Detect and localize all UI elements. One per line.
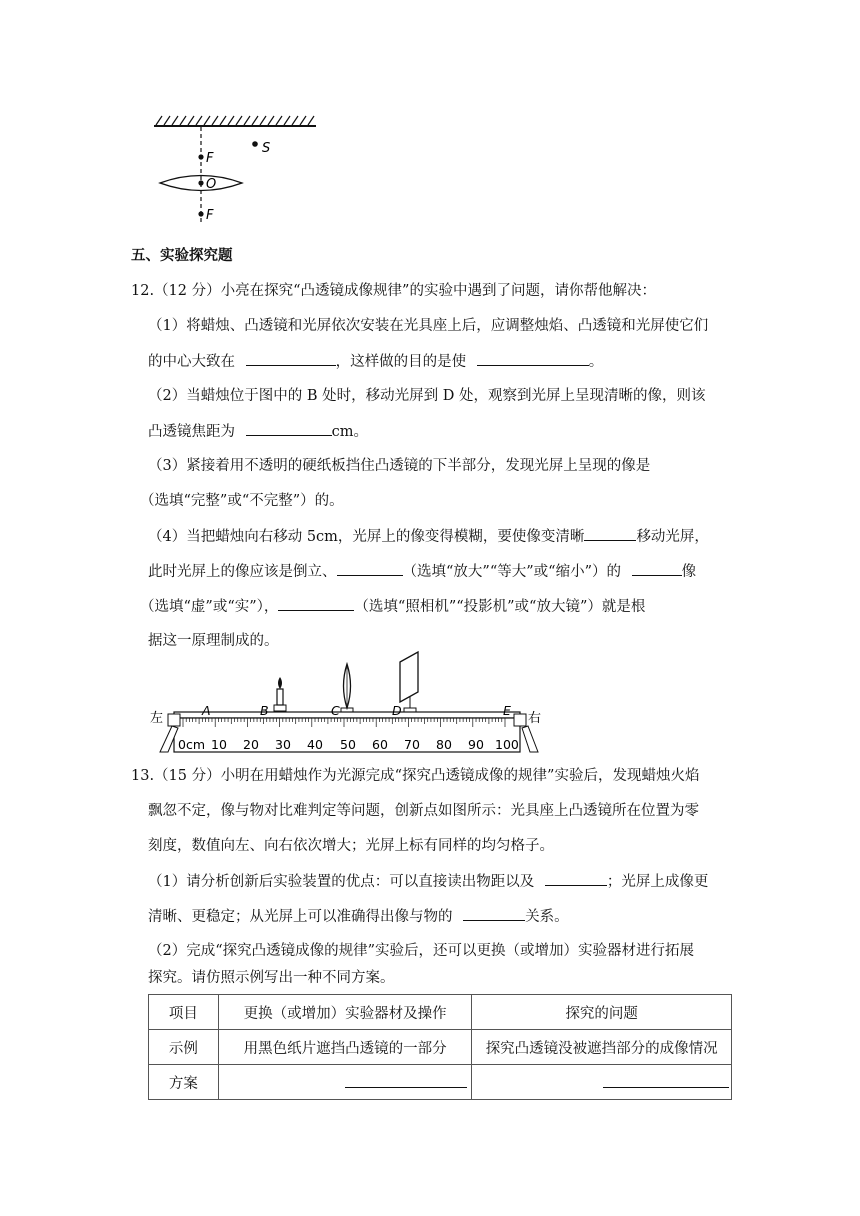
source-label: S xyxy=(262,141,271,156)
tick-label-50: 50 xyxy=(340,737,356,752)
center-label: O xyxy=(206,177,217,192)
focus-label-top: F xyxy=(206,151,214,166)
tick-label-90: 90 xyxy=(468,737,484,752)
left-label: 左 xyxy=(150,711,164,726)
q12-blank-size[interactable] xyxy=(337,561,403,576)
q13-l3: 刻度，数值向左、向右依次增大；光屏上标有同样的均匀格子。 xyxy=(148,838,554,854)
q13-p1b xyxy=(148,906,569,927)
q12-p4d: 据这一原理制成的。 xyxy=(148,633,279,649)
q12-p1b xyxy=(148,351,603,372)
table-example-row xyxy=(149,1030,732,1065)
tick-label-40: 40 xyxy=(307,737,323,752)
q13-blank-advantage[interactable] xyxy=(545,871,607,886)
q12-p3a: （3）紧接着用不透明的硬纸板挡住凸透镜的下半部分，发现光屏上呈现的像是 xyxy=(148,458,651,474)
tick-label-0: 0cm xyxy=(178,737,206,752)
header-operation: 更换（或增加）实验器材及操作 xyxy=(218,995,472,1030)
focus-label-bottom: F xyxy=(206,208,214,223)
header-question: 探究的问题 xyxy=(472,995,732,1030)
plan-label: 方案 xyxy=(149,1065,219,1100)
q12-blank-center[interactable] xyxy=(246,351,336,366)
q12-p2b xyxy=(148,421,368,442)
q12-p4a-end: 移动光屏， xyxy=(636,529,709,545)
example-label: 示例 xyxy=(149,1030,219,1065)
tick-label-20: 20 xyxy=(243,737,259,752)
q12-p1a: （1）将蜡烛、凸透镜和光屏依次安装在光具座上后，应调整烛焰、凸透镜和光屏使它们 xyxy=(148,318,709,334)
right-label: 右 xyxy=(528,711,542,726)
q13-p1b-end: 关系。 xyxy=(525,909,569,925)
q12-p4c-pre: （选填“虚”或“实”）， xyxy=(140,599,279,615)
q12-blank-device[interactable] xyxy=(278,596,354,611)
tick-label-30: 30 xyxy=(275,737,291,752)
q13-p1a-pre: （1）请分析创新后实验装置的优点：可以直接读出物距以及 xyxy=(148,874,535,890)
q12-p2b-pre: 凸透镜焦距为 xyxy=(148,424,235,440)
q13-p1a-end: ；光屏上成像更 xyxy=(606,874,709,890)
q13-l2: 飘忽不定，像与物对比难判定等问题，创新点如图所示：光具座上凸透镜所在位置为零 xyxy=(148,803,699,819)
tick-label-60: 60 xyxy=(372,737,388,752)
q12-p4a xyxy=(148,526,709,547)
q12-p4b-mid: （选填“放大”“等大”或“缩小”）的 xyxy=(402,564,621,580)
q12-p1b-end: 。 xyxy=(588,354,604,370)
plan-operation-cell[interactable] xyxy=(218,1065,472,1100)
q12-p1b-mid: ，这样做的目的是使 xyxy=(335,354,467,370)
tick-label-10: 10 xyxy=(211,737,227,752)
q13-p2a: （2）完成“探究凸透镜成像的规律”实验后，还可以更换（或增加）实验器材进行拓展 xyxy=(148,943,695,959)
table-header-row xyxy=(149,995,732,1030)
q12-p3b: （选填“完整”或“不完整”）的。 xyxy=(140,493,344,509)
q12-p4b xyxy=(148,561,696,582)
q12-stem: 12.（12 分）小亮在探究“凸透镜成像规律”的实验中遇到了问题，请你帮他解决： xyxy=(131,283,656,299)
q12-blank-purpose[interactable] xyxy=(477,351,589,366)
optical-bench-diagram xyxy=(148,648,548,758)
q12-p4b-pre: 此时光屏上的像应该是倒立、 xyxy=(148,564,337,580)
q12-p4a-pre: （4）当把蜡烛向右移动 5cm，光屏上的像变得模糊，要使像变清晰 xyxy=(148,529,585,545)
plan-question-blank[interactable] xyxy=(603,1073,729,1088)
q12-p4b-end: 像 xyxy=(681,564,697,580)
q12-blank-direction[interactable] xyxy=(584,526,636,541)
q12-blank-focal[interactable] xyxy=(246,421,332,436)
q12-p1b-pre: 的中心大致在 xyxy=(148,354,235,370)
point-e: E xyxy=(503,703,511,718)
q12-p4c-end: （选填“照相机”“投影机”或“放大镜”）就是根 xyxy=(354,599,646,615)
q13-l1: 13.（15 分）小明在用蜡烛作为光源完成“探究凸透镜成像的规律”实验后，发现蜡烛火焰 xyxy=(131,768,700,784)
point-b: B xyxy=(260,703,269,718)
plan-operation-blank[interactable] xyxy=(345,1073,467,1088)
point-d: D xyxy=(392,703,402,718)
table-plan-row xyxy=(149,1065,732,1100)
q12-p2b-end: cm。 xyxy=(331,424,368,440)
tick-label-80: 80 xyxy=(436,737,452,752)
plan-table xyxy=(148,994,732,1100)
q13-blank-relation[interactable] xyxy=(463,906,525,921)
q12-blank-type[interactable] xyxy=(632,561,682,576)
lens-diagram xyxy=(148,112,328,230)
plan-question-cell[interactable] xyxy=(472,1065,732,1100)
section-title: 五、实验探究题 xyxy=(131,247,233,264)
header-item: 项目 xyxy=(149,995,219,1030)
point-a: A xyxy=(202,703,211,718)
q13-p1b-pre: 清晰、更稳定；从光屏上可以准确得出像与物的 xyxy=(148,909,453,925)
example-question: 探究凸透镜没被遮挡部分的成像情况 xyxy=(472,1030,732,1065)
example-operation: 用黑色纸片遮挡凸透镜的一部分 xyxy=(218,1030,472,1065)
tick-label-70: 70 xyxy=(404,737,420,752)
q13-p1a xyxy=(148,871,708,892)
point-c: C xyxy=(331,703,340,718)
q12-p4c xyxy=(140,596,645,617)
q13-p2b: 探究。请仿照示例写出一种不同方案。 xyxy=(148,970,395,986)
q12-p2a: （2）当蜡烛位于图中的 B 处时，移动光屏到 D 处，观察到光屏上呈现清晰的像，则该 xyxy=(148,388,706,404)
tick-label-100: 100 xyxy=(495,737,519,752)
